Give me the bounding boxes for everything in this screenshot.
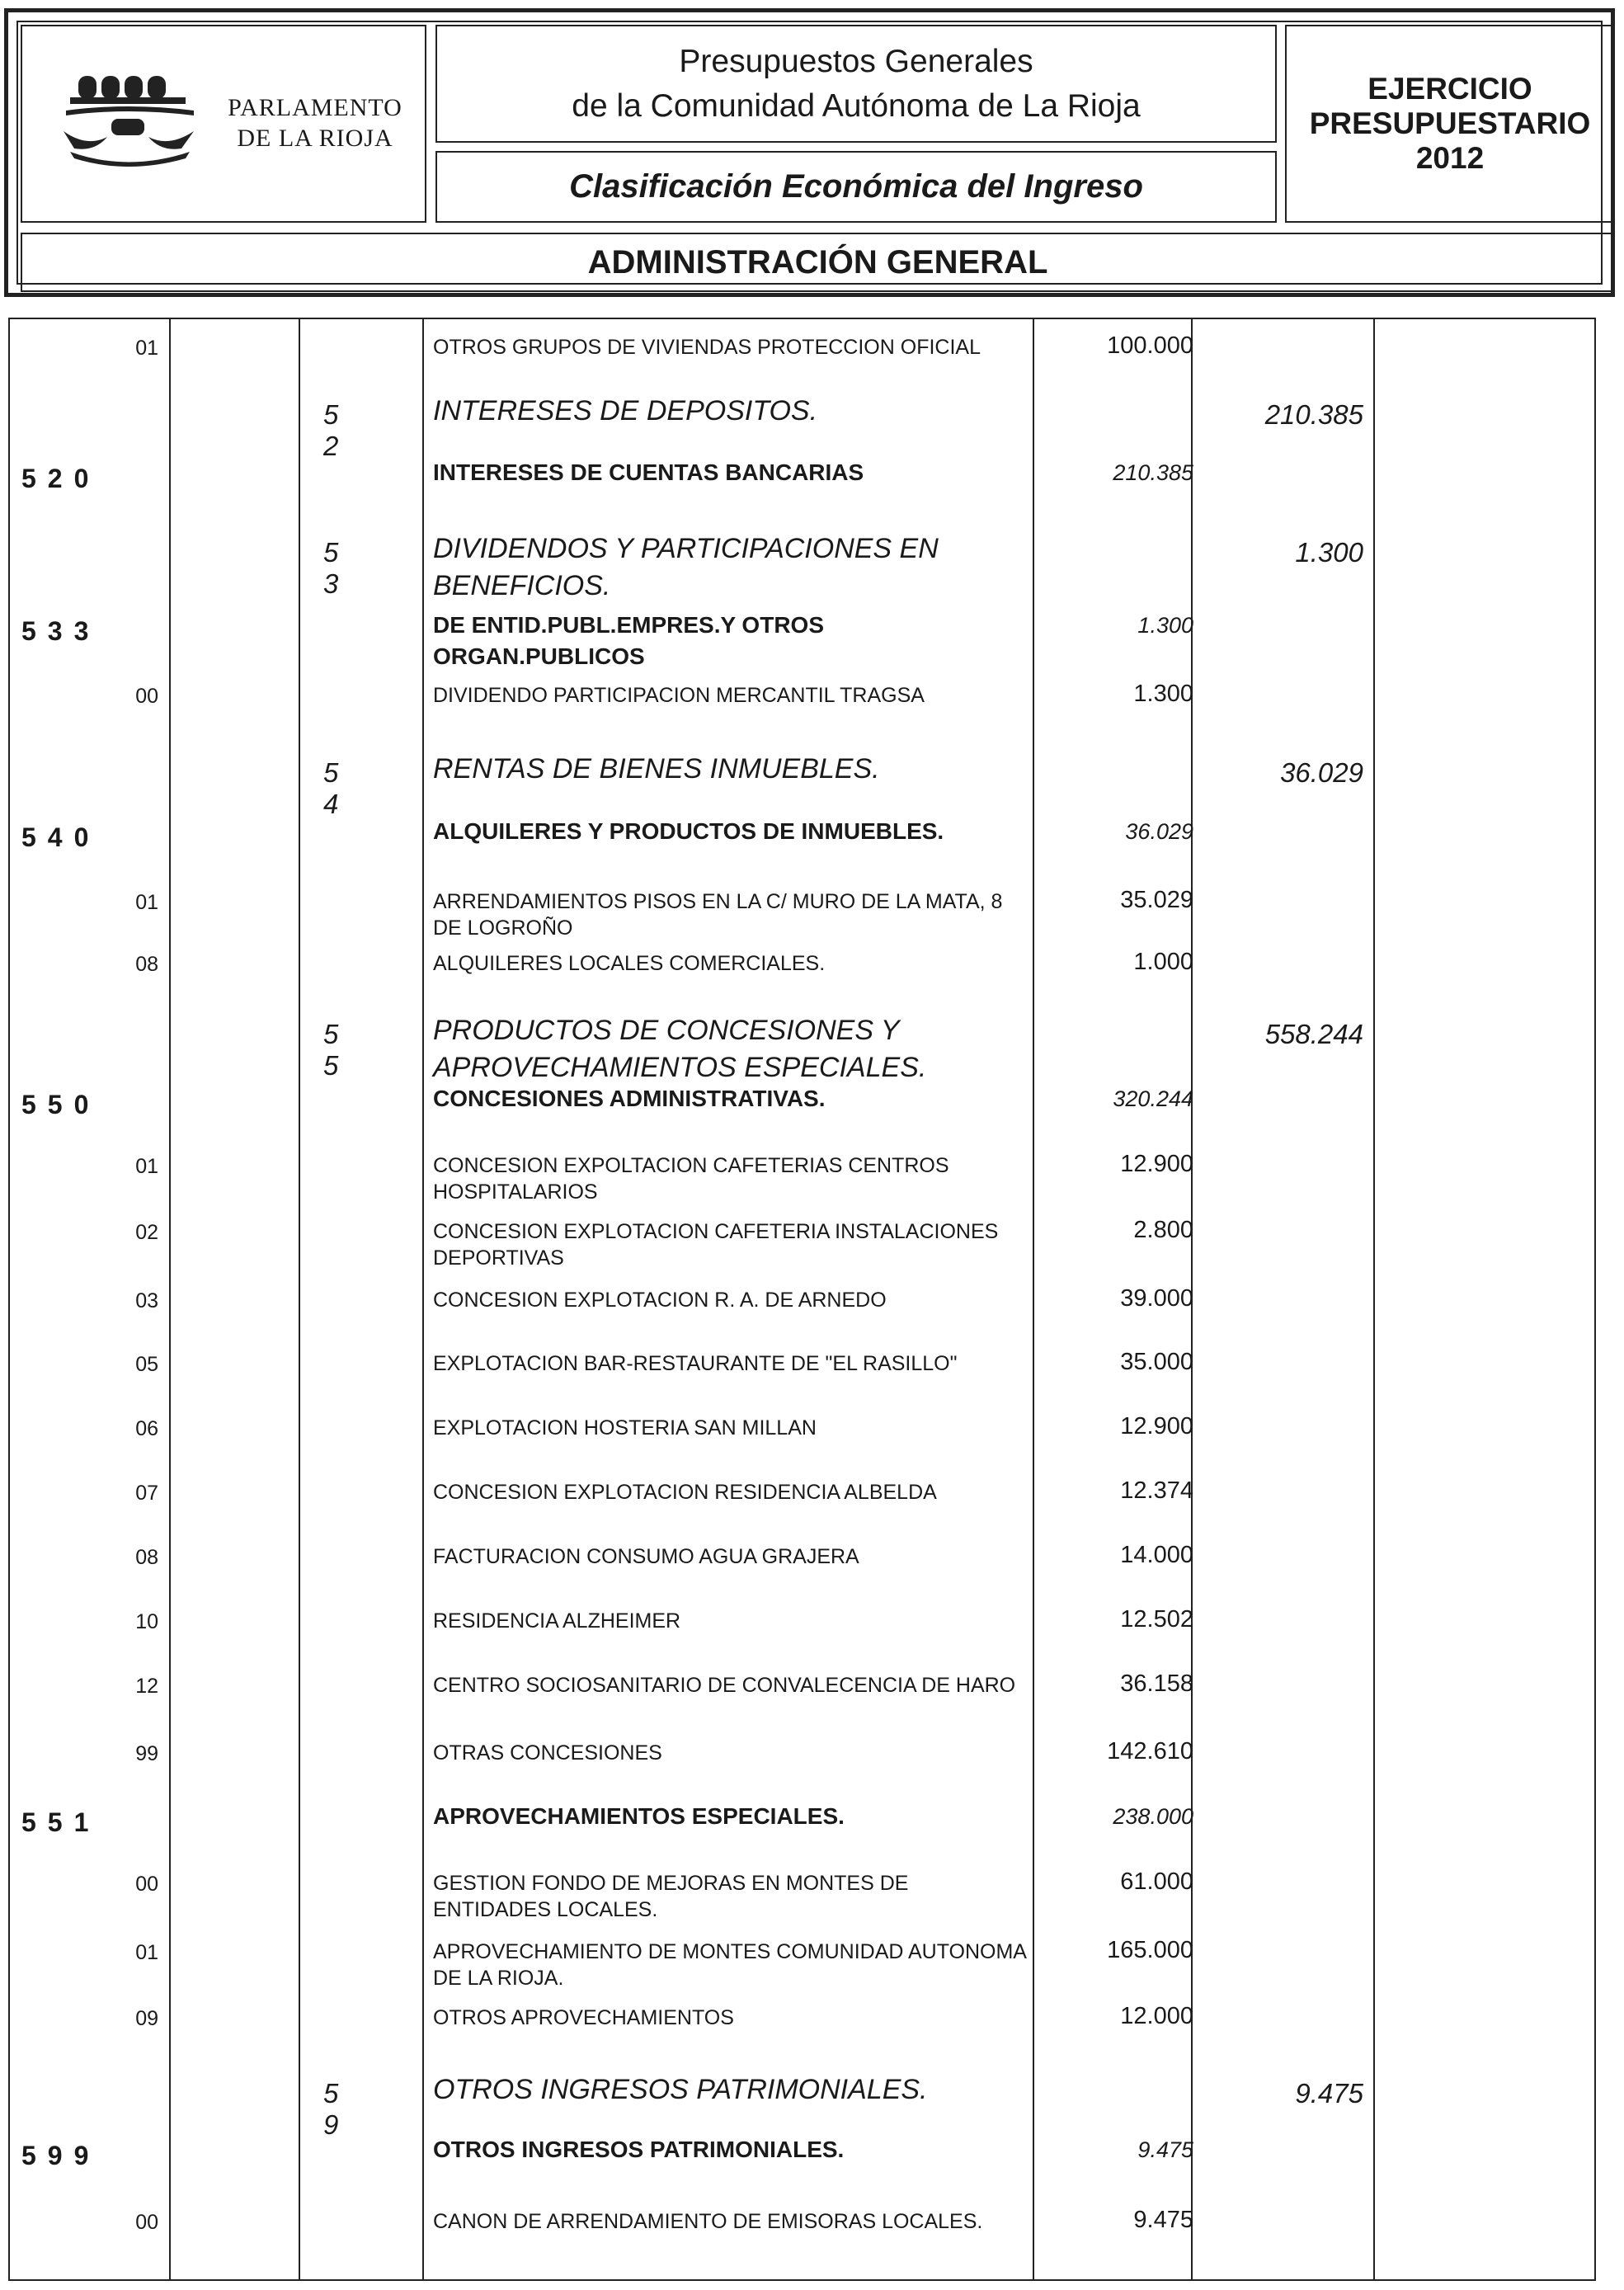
row-amount: 14.000 bbox=[1120, 1542, 1193, 1568]
article-description: ALQUILERES Y PRODUCTOS DE INMUEBLES. bbox=[433, 818, 944, 844]
row-description: ARRENDAMIENTOS PISOS EN LA C/ MURO DE LA MATA, 8 DE LOGROÑO bbox=[433, 890, 1003, 940]
article-code: 551 bbox=[21, 1807, 101, 1837]
row-amount: 12.374 bbox=[1120, 1477, 1193, 1504]
row-description: CONCESION EXPOLTACION CAFETERIAS CENTROS HOSPITALARIOS bbox=[433, 1154, 949, 1204]
article-code: 599 bbox=[21, 2141, 101, 2170]
article-amount: 238.000 bbox=[1113, 1804, 1193, 1829]
chapter-description: DIVIDENDOS Y PARTICIPACIONES EN BENEFICIOS. bbox=[433, 533, 939, 601]
chapter-total: 1.300 bbox=[1295, 537, 1363, 568]
subconcept-code: 10 bbox=[135, 1610, 158, 1633]
subconcept-code: 06 bbox=[135, 1417, 158, 1440]
chapter-code bbox=[323, 2078, 389, 2141]
org-line-2: DE LA RIOJA bbox=[237, 125, 393, 152]
article-amount: 1.300 bbox=[1137, 613, 1193, 638]
article-amount: 320.244 bbox=[1113, 1086, 1193, 1111]
row-description: CONCESION EXPLOTACION CAFETERIA INSTALACIONES DEPORTIVAS bbox=[433, 1220, 999, 1270]
year-value: 2012 bbox=[1415, 141, 1485, 175]
year-line-1: EJERCICIO bbox=[1367, 72, 1532, 106]
section-box bbox=[21, 233, 1615, 292]
column-divider bbox=[299, 319, 300, 2279]
row-amount: 12.900 bbox=[1120, 1151, 1193, 1177]
article-code: 540 bbox=[21, 822, 101, 852]
parliament-name bbox=[204, 92, 426, 153]
chapter-code bbox=[323, 757, 389, 820]
chapter-total: 36.029 bbox=[1280, 757, 1363, 788]
article-code: 550 bbox=[21, 1090, 101, 1119]
article-description: CONCESIONES ADMINISTRATIVAS. bbox=[433, 1086, 826, 1111]
subconcept-code: 05 bbox=[135, 1353, 158, 1376]
row-description: CANON DE ARRENDAMIENTO DE EMISORAS LOCALES. bbox=[433, 2210, 983, 2233]
chapter-description: OTROS INGRESOS PATRIMONIALES. bbox=[433, 2074, 928, 2105]
subconcept-code: 09 bbox=[135, 2007, 158, 2030]
subconcept-code: 01 bbox=[135, 1155, 158, 1178]
row-description: EXPLOTACION BAR-RESTAURANTE DE "EL RASILLO" bbox=[433, 1352, 958, 1375]
article-code: 533 bbox=[21, 616, 101, 646]
article-amount: 36.029 bbox=[1125, 819, 1193, 844]
chapter-digit: 5 bbox=[323, 399, 339, 430]
chapter-digit: 3 bbox=[323, 568, 339, 599]
row-description: OTRAS CONCESIONES bbox=[433, 1741, 662, 1765]
row-amount: 12.000 bbox=[1120, 2003, 1193, 2029]
row-amount: 142.610 bbox=[1107, 1738, 1193, 1765]
row-amount: 9.475 bbox=[1133, 2207, 1193, 2233]
row-description: GESTION FONDO DE MEJORAS EN MONTES DE ENTIDADES LOCALES. bbox=[433, 1872, 909, 1921]
article-description: APROVECHAMIENTOS ESPECIALES. bbox=[433, 1803, 845, 1829]
row-amount: 2.800 bbox=[1133, 1217, 1193, 1243]
chapter-digit: 5 bbox=[323, 2078, 339, 2109]
row-description: CONCESION EXPLOTACION R. A. DE ARNEDO bbox=[433, 1289, 887, 1312]
row-description: CENTRO SOCIOSANITARIO DE CONVALECENCIA DE HARO bbox=[433, 1674, 1016, 1697]
row-amount: 35.029 bbox=[1120, 887, 1193, 913]
chapter-description: PRODUCTOS DE CONCESIONES Y APROVECHAMIENTOS ESPECIALES. bbox=[433, 1015, 927, 1083]
row-amount: 1.000 bbox=[1133, 949, 1193, 975]
article-code: 520 bbox=[21, 464, 101, 493]
article-description: INTERESES DE CUENTAS BANCARIAS bbox=[433, 459, 864, 485]
row-amount: 12.900 bbox=[1120, 1413, 1193, 1439]
chapter-description: INTERESES DE DEPOSITOS. bbox=[433, 395, 818, 426]
row-amount: 1.300 bbox=[1133, 681, 1193, 707]
row-amount: 61.000 bbox=[1120, 1868, 1193, 1895]
row-description: FACTURACION CONSUMO AGUA GRAJERA bbox=[433, 1545, 859, 1568]
subtitle-box bbox=[435, 151, 1277, 223]
parliament-logo-icon bbox=[62, 69, 202, 168]
row-amount: 36.158 bbox=[1120, 1670, 1193, 1697]
row-description: ALQUILERES LOCALES COMERCIALES. bbox=[433, 952, 826, 975]
subconcept-code: 08 bbox=[135, 1546, 158, 1569]
org-line-1: PARLAMENTO bbox=[228, 94, 402, 121]
subconcept-code: 08 bbox=[135, 953, 158, 976]
year-line-2: PRESUPUESTARIO bbox=[1309, 106, 1591, 140]
row-amount: 100.000 bbox=[1107, 332, 1193, 359]
subconcept-code: 00 bbox=[135, 685, 158, 708]
year-box bbox=[1285, 25, 1615, 223]
subconcept-code: 03 bbox=[135, 1289, 158, 1312]
subconcept-code: 02 bbox=[135, 1221, 158, 1244]
row-description: EXPLOTACION HOSTERIA SAN MILLAN bbox=[433, 1416, 817, 1439]
chapter-code bbox=[323, 399, 389, 462]
subconcept-code: 00 bbox=[135, 2211, 158, 2234]
row-description: RESIDENCIA ALZHEIMER bbox=[433, 1609, 681, 1633]
title-line-1: Presupuestos Generales bbox=[679, 43, 1033, 79]
row-description: OTROS APROVECHAMIENTOS bbox=[433, 2006, 734, 2029]
article-description: DE ENTID.PUBL.EMPRES.Y OTROS ORGAN.PUBLICOS bbox=[433, 612, 824, 669]
subconcept-code: 01 bbox=[135, 337, 158, 360]
chapter-digit: 9 bbox=[323, 2109, 339, 2140]
row-description: DIVIDENDO PARTICIPACION MERCANTIL TRAGSA bbox=[433, 684, 925, 707]
row-amount: 12.502 bbox=[1120, 1606, 1193, 1633]
chapter-total: 9.475 bbox=[1295, 2078, 1363, 2109]
subconcept-code: 99 bbox=[135, 1742, 158, 1765]
chapter-description: RENTAS DE BIENES INMUEBLES. bbox=[433, 753, 880, 785]
article-amount: 9.475 bbox=[1137, 2137, 1193, 2162]
chapter-digit: 2 bbox=[323, 431, 339, 461]
column-divider bbox=[1033, 319, 1034, 2279]
chapter-digit: 4 bbox=[323, 789, 339, 819]
article-description: OTROS INGRESOS PATRIMONIALES. bbox=[433, 2137, 845, 2162]
subconcept-code: 01 bbox=[135, 891, 158, 914]
logo-box bbox=[21, 25, 426, 223]
document-header bbox=[4, 8, 1615, 297]
chapter-digit: 5 bbox=[323, 537, 339, 568]
chapter-digit: 5 bbox=[323, 1019, 339, 1049]
title-box bbox=[435, 25, 1277, 143]
chapter-total: 558.244 bbox=[1264, 1019, 1363, 1049]
row-amount: 165.000 bbox=[1107, 1937, 1193, 1963]
column-divider bbox=[1373, 319, 1375, 2279]
subconcept-code: 07 bbox=[135, 1482, 158, 1505]
chapter-code bbox=[323, 537, 389, 600]
row-description: OTROS GRUPOS DE VIVIENDAS PROTECCION OFICIAL bbox=[433, 336, 981, 359]
article-amount: 210.385 bbox=[1113, 460, 1193, 485]
subconcept-code: 00 bbox=[135, 1873, 158, 1896]
subconcept-code: 01 bbox=[135, 1941, 158, 1964]
column-divider bbox=[169, 319, 171, 2279]
row-amount: 35.000 bbox=[1120, 1349, 1193, 1375]
row-description: CONCESION EXPLOTACION RESIDENCIA ALBELDA bbox=[433, 1481, 937, 1504]
column-divider bbox=[422, 319, 424, 2279]
row-description: APROVECHAMIENTO DE MONTES COMUNIDAD AUTONOMA DE LA RIOJA. bbox=[433, 1940, 1026, 1990]
subconcept-code: 12 bbox=[135, 1675, 158, 1698]
chapter-code bbox=[323, 1019, 389, 1081]
chapter-total: 210.385 bbox=[1264, 399, 1363, 430]
row-amount: 39.000 bbox=[1120, 1285, 1193, 1312]
section-title: ADMINISTRACIÓN GENERAL bbox=[587, 243, 1048, 280]
title-line-2: de la Comunidad Autónoma de La Rioja bbox=[572, 87, 1141, 124]
budget-table bbox=[8, 318, 1596, 2281]
chapter-digit: 5 bbox=[323, 757, 339, 788]
chapter-digit: 5 bbox=[323, 1050, 339, 1081]
subtitle: Clasificación Económica del Ingreso bbox=[569, 168, 1143, 205]
